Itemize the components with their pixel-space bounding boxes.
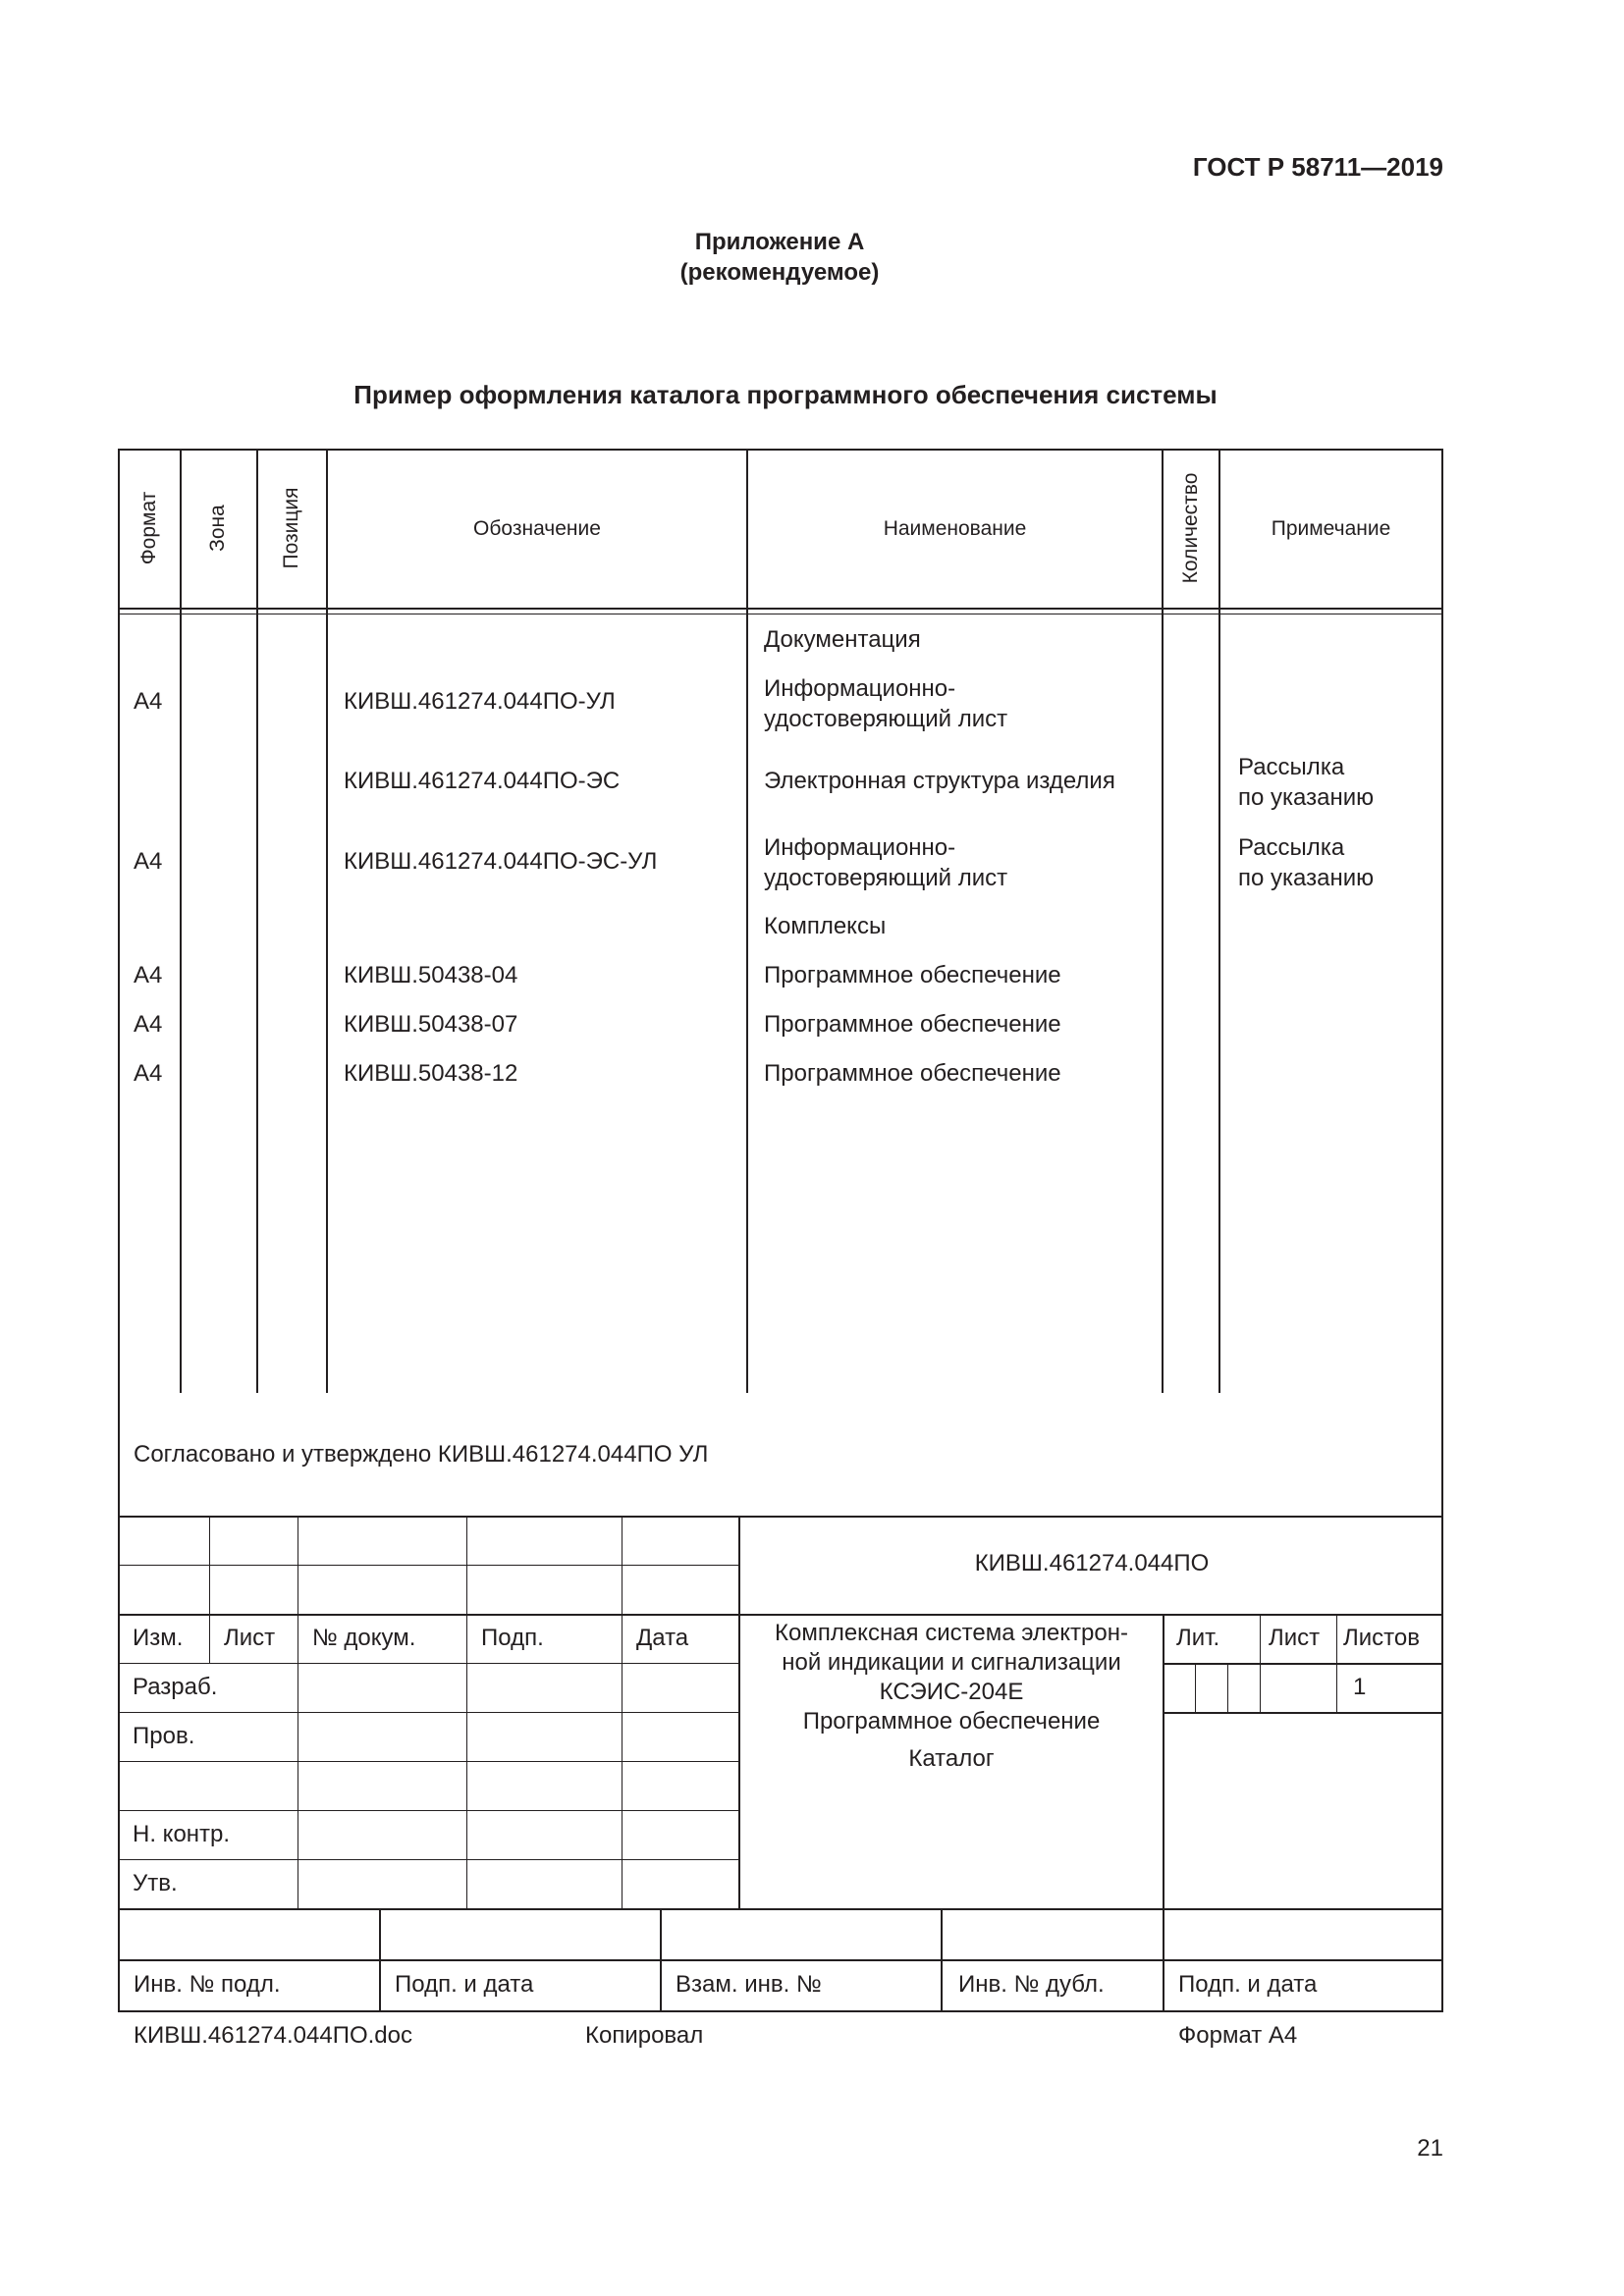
appendix-label: Приложение А [694, 229, 865, 255]
table-row-name: Информационно- удостоверяющий лист [764, 834, 1008, 891]
col-sign: Подп. [481, 1625, 544, 1651]
lit-label: Лит. [1176, 1625, 1220, 1651]
table-row-name: Информационно- удостоверяющий лист [764, 675, 1008, 732]
podp-data-label: Подп. и дата [395, 1971, 534, 1998]
approval-note: Согласовано и утверждено КИВШ.461274.044ПО УЛ [134, 1441, 709, 1468]
table-row-name: Документация [764, 626, 921, 653]
table-row-name: Программное обеспечение [764, 1011, 1061, 1038]
inv-dubl-label: Инв. № дубл. [958, 1971, 1105, 1998]
table-row-format: А4 [134, 962, 163, 988]
col-date: Дата [636, 1625, 689, 1651]
standard-number: ГОСТ Р 58711—2019 [1192, 152, 1443, 182]
col-list: Лист [224, 1625, 276, 1651]
page-number: 21 [1417, 2135, 1443, 2162]
table-row-name: Программное обеспечение [764, 1060, 1061, 1087]
footer-copied: Копировал [585, 2022, 704, 2049]
doc-code: КИВШ.461274.044ПО [974, 1550, 1210, 1576]
role-prov: Пров. [133, 1723, 195, 1749]
sheets-label: Листов [1343, 1625, 1420, 1651]
doc-type: Каталог [908, 1745, 995, 1772]
header-zone: Зона [206, 505, 229, 552]
header-quantity: Количество [1179, 472, 1202, 584]
page-title: Пример оформления каталога программного обеспечения системы [353, 380, 1218, 409]
inv-podl-label: Инв. № подл. [134, 1971, 281, 1998]
header-designation: Обозначение [473, 517, 601, 540]
header-position: Позиция [280, 487, 302, 569]
role-utv: Утв. [133, 1870, 178, 1896]
table-row-name: Электронная структура изделия [764, 768, 1115, 794]
role-razrab: Разраб. [133, 1674, 218, 1700]
table-row-format: А4 [134, 688, 163, 715]
sheets-count: 1 [1353, 1674, 1367, 1700]
sheet-label: Лист [1269, 1625, 1321, 1651]
table-row-designation: КИВШ.50438-07 [344, 1011, 518, 1038]
header-format: Формат [137, 491, 160, 565]
table-row-note: Рассылка по указанию [1238, 834, 1375, 891]
appendix-kind: (рекомендуемое) [679, 259, 880, 286]
table-row-designation: КИВШ.461274.044ПО-ЭС-УЛ [344, 848, 658, 875]
product-name: Комплексная система электрон- ной индикации и сигнализации КСЭИС-204Е Программное обеспечение Каталог [740, 1619, 1163, 1774]
table-row-format: А4 [134, 1060, 163, 1087]
table-row-format: А4 [134, 1011, 163, 1038]
table-row-designation: КИВШ.50438-04 [344, 962, 518, 988]
table-row-note: Рассылка по указанию [1238, 754, 1375, 811]
table-row-format: А4 [134, 848, 163, 875]
header-note: Примечание [1271, 517, 1391, 540]
table-row-designation: КИВШ.461274.044ПО-УЛ [344, 688, 616, 715]
table-row-name: Программное обеспечение [764, 962, 1061, 988]
vzam-inv-label: Взам. инв. № [676, 1971, 822, 1998]
col-doc-no: № докум. [312, 1625, 416, 1651]
role-n-kontr: Н. контр. [133, 1821, 231, 1847]
table-row-designation: КИВШ.461274.044ПО-ЭС [344, 768, 621, 794]
footer-format: Формат А4 [1178, 2022, 1298, 2049]
header-name: Наименование [883, 517, 1027, 540]
footer-filename: КИВШ.461274.044ПО.doc [134, 2022, 412, 2049]
table-row-name: Комплексы [764, 913, 887, 939]
table-row-designation: КИВШ.50438-12 [344, 1060, 518, 1087]
podp-data-label-2: Подп. и дата [1178, 1971, 1318, 1998]
col-izm: Изм. [133, 1625, 184, 1651]
